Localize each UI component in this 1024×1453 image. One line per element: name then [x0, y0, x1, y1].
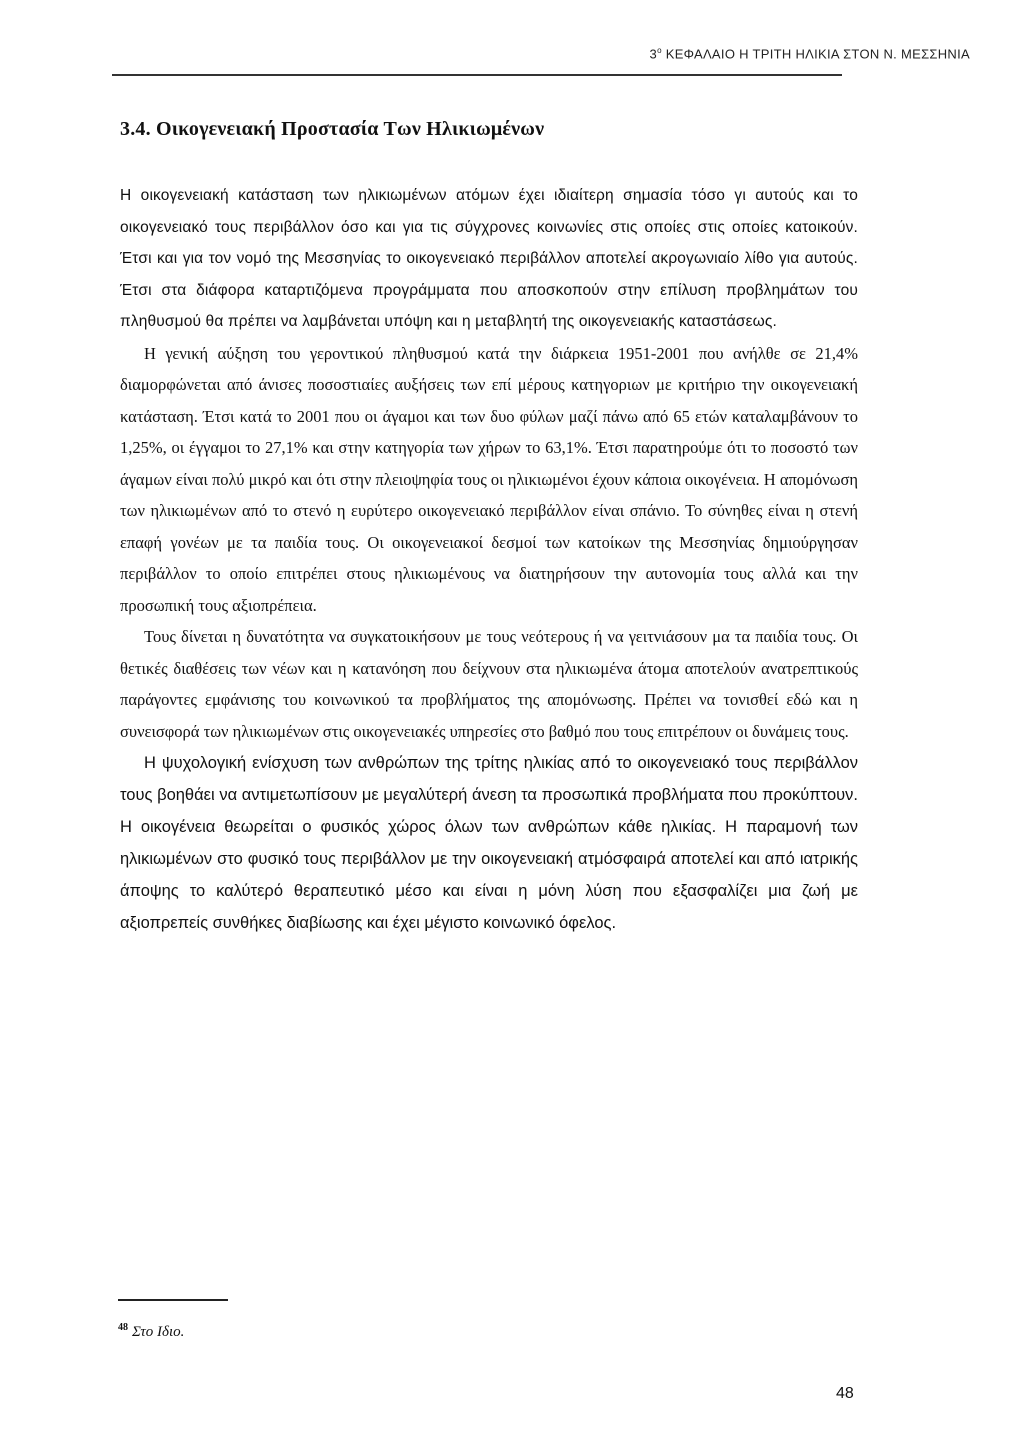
header-rule: [112, 74, 842, 76]
footnote-number: 48: [118, 1322, 128, 1333]
footnote-text: Στο Ιδιο.: [132, 1324, 185, 1340]
paragraph-population-growth: Η γενική αύξηση του γεροντικού πληθυσμού κατά την διάρκεια 1951-2001 που ανήλθε σε 21,4% διαμορφώνεται από άνισες ποσοστιαίες αυξήσεις των επί μέρους κατηγοριων με κριτήριο την οικογενειακή κατάσταση. Έτσι κατά το 2001 που οι άγαμοι και των δυο φύλων μαζί πάνω από 65 ετών καταλαμβάνουν το 1,25%, οι έγγαμοι το 27,1% και στην κατηγορία των χήρων το 63,1%. Έτσι παρατηρούμε ότι το ποσοστό των άγαμων είναι πολύ μικρό και ότι στην πλειοψηφία τους οι ηλικιωμένοι έχουν κάποια οικογένεια. Η απομόνωση των ηλικιωμένων από το στενό η ευρύτερο οικογενειακό περιβάλλον είναι σπάνιο. Το σύνηθες είναι η στενή επαφή γονέων με τα παιδία τους. Οι οικογενειακοί δεσμοί των κατοίκων της Μεσσηνίας δημιούργησαν περιβάλλον το οποίο επιτρέπει στους ηλικιωμένους να διατηρήσουν την αυτονομία τους αλλά και την προσωπική τους αξιοπρέπεια.: [120, 343, 858, 615]
footnote-rule: [118, 1299, 228, 1301]
paragraph-family-status: Η οικογενειακή κατάσταση των ηλικιωμένων ατόμων έχει ιδιαίτερη σημασία τόσο γι αυτούς και το οικογενειακό τους περιβάλλον όσο και για τις σύγχρονες κοινωνίες στις οποίες στις οποίες κατοικούν. Έτσι και για τον νομό της Μεσσηνίας το οικογενειακό περιβάλλον αποτελεί ακρογωνιαίο λίθο για αυτούς. Έτσι στα διάφορα καταρτιζόμενα προγράμματα που αποσκοπούν στην επίλυση προβλημάτων του πληθυσμού θα πρέπει να λαμβάνεται υπόψη και η μεταβλητή της οικογενειακής καταστάσεως.: [120, 187, 858, 330]
footnote: [118, 1322, 184, 1341]
chapter-number: 3: [649, 46, 658, 62]
paragraph-cohabitation: Τους δίνεται η δυνατότητα να συγκατοικήσουν με τους νεότερους ή να γειτνιάσουν μα τα παιδία τους. Οι θετικές διαθέσεις των νέων και η κατανόηση που δείχνουν στα ηλικιωμένα άτομα αποτελούν ανατρεπτικούς παράγοντες εμφάνισης του κοινωνικού τα προβλήματος της απομόνωσης. Πρέπει να τονισθεί εδώ και η συνεισφορά των ηλικιωμένων στις οικογενειακές υπηρεσίες στο βαθμό που τους επιτρέπουν οι δυνάμεις τους.: [120, 627, 858, 741]
running-header: [0, 46, 970, 61]
body-text: [120, 180, 858, 939]
paragraph-psychological-support: Η ψυχολογική ενίσχυση των ανθρώπων της τρίτης ηλικίας από το οικογενειακό τους περιβάλλον τους βοηθάει να αντιμετωπίσουν με μεγαλύτερή άνεση τα προσωπικά προβλήματα που προκύπτουν. Η οικογένεια θεωρείται ο φυσικός χώρος όλων των ανθρώπων κάθε ηλικίας. Η παραμονή των ηλικιωμένων στο φυσικό τους περιβάλλον με την οικογενειακή ατμόσφαιρά αποτελεί και από ιατρικής άποψης το καλύτερό θεραπευτικό μέσο και είναι η μόνη λύση που εξασφαλίζει μια ζωή με αξιοπρεπείς συνθήκες διαβίωσης και έχει μέγιστο κοινωνικό όφελος.: [120, 754, 858, 932]
section-title: 3.4. Οικογενειακή Προστασία Των Ηλικιωμένων: [120, 118, 545, 140]
page-number: 48: [836, 1385, 854, 1402]
running-title: ΚΕΦΑΛΑΙΟ Η ΤΡΙΤΗ ΗΛΙΚΙΑ ΣΤΟΝ Ν. ΜΕΣΣΗΝΙΑ: [661, 46, 970, 62]
chapter-number-suffix: ο: [657, 46, 662, 55]
